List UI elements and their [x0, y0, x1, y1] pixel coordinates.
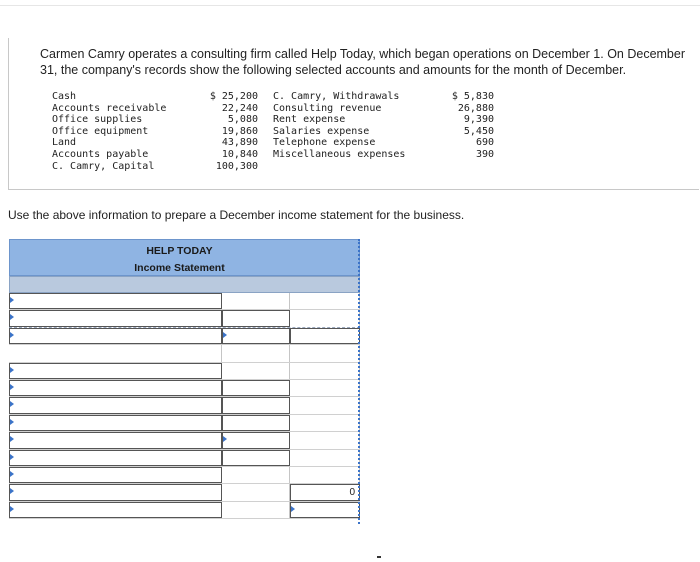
problem-intro: Carmen Camry operates a consulting firm called Help Today, which began operations on December 1. On December 31, the company's records show the following selected accounts and amounts for the month of December. — [40, 47, 685, 77]
account-amount: $ 5,830 — [451, 91, 494, 102]
amount-input[interactable] — [222, 380, 290, 396]
total-cell — [290, 432, 360, 448]
instruction-text: Use the above information to prepare a December income statement for the business. — [8, 208, 465, 222]
total-cell — [290, 363, 360, 379]
account-input[interactable] — [9, 363, 222, 379]
account-name: Consulting revenue — [273, 102, 382, 114]
account-input[interactable] — [9, 293, 222, 309]
account-amount: 5,080 — [227, 114, 258, 126]
table-row — [9, 310, 360, 327]
total-output — [290, 484, 360, 500]
dropdown-marker-icon — [10, 297, 14, 303]
amount-cell — [222, 345, 290, 361]
table-row — [9, 502, 360, 519]
accounts-left-names — [52, 91, 166, 172]
statement-title: Income Statement — [134, 262, 225, 274]
dropdown-marker-icon — [10, 506, 14, 512]
total-cell — [290, 380, 360, 396]
account-name: Cash — [52, 91, 77, 102]
account-input[interactable] — [9, 380, 222, 396]
dropdown-marker-icon — [10, 436, 14, 442]
account-input[interactable] — [9, 484, 222, 500]
account-cell — [9, 345, 222, 361]
total-value: 0 — [349, 487, 355, 499]
account-input[interactable] — [9, 310, 222, 326]
account-amount: 9,390 — [463, 114, 494, 126]
account-amount: 390 — [475, 148, 494, 160]
dropdown-marker-icon — [10, 488, 14, 494]
account-name: Salaries expense — [273, 125, 370, 137]
amount-cell — [222, 502, 290, 518]
dropdown-marker-icon — [10, 471, 14, 477]
table-row — [9, 484, 360, 501]
table-row — [9, 363, 360, 380]
account-name: Telephone expense — [273, 137, 376, 149]
account-name: C. Camry, Capital — [52, 160, 155, 172]
account-input[interactable] — [9, 450, 222, 466]
account-amount: 19,860 — [221, 125, 258, 137]
total-cell — [290, 310, 360, 326]
table-row — [9, 415, 360, 432]
account-input[interactable] — [9, 502, 222, 518]
amount-input[interactable] — [222, 415, 290, 431]
total-input[interactable] — [290, 502, 360, 518]
account-amount: 22,240 — [221, 102, 258, 114]
account-name: Accounts payable — [52, 148, 149, 160]
account-name: C. Camry, Withdrawals — [273, 91, 400, 102]
account-input[interactable] — [9, 397, 222, 413]
account-amount: $ 25,200 — [209, 91, 258, 102]
account-amount: 690 — [475, 137, 494, 149]
account-amount: 5,450 — [463, 125, 494, 137]
page-marker — [377, 556, 381, 558]
company-name: HELP TODAY — [146, 245, 213, 257]
amount-cell — [222, 363, 290, 379]
dropdown-marker-icon — [10, 332, 14, 338]
table-row — [9, 345, 360, 362]
total-cell — [290, 293, 360, 309]
dropdown-marker-icon — [10, 401, 14, 407]
amount-input[interactable] — [222, 450, 290, 466]
amount-input[interactable] — [222, 432, 290, 448]
dropdown-marker-icon — [10, 367, 14, 373]
account-amount: 10,840 — [221, 148, 258, 160]
account-input[interactable] — [9, 467, 222, 483]
table-row — [9, 432, 360, 449]
top-divider — [0, 0, 700, 6]
income-statement-table — [9, 239, 360, 524]
amount-input[interactable] — [222, 328, 290, 344]
dropdown-marker-icon — [223, 436, 227, 442]
amount-cell — [222, 467, 290, 483]
amount-cell — [222, 293, 290, 309]
accounts-right-amounts — [440, 91, 494, 161]
dropdown-marker-icon — [291, 506, 295, 512]
amount-input[interactable] — [222, 397, 290, 413]
account-amount: 26,880 — [457, 102, 494, 114]
dropdown-marker-icon — [10, 314, 14, 320]
account-input[interactable] — [9, 432, 222, 448]
table-row — [9, 450, 360, 467]
account-amount: 100,300 — [215, 160, 258, 172]
account-input[interactable] — [9, 415, 222, 431]
account-input[interactable] — [9, 328, 222, 344]
accounts-right-names — [273, 91, 405, 161]
statement-grid — [9, 293, 360, 519]
amount-cell — [222, 484, 290, 500]
account-name: Office equipment — [52, 125, 149, 137]
table-row — [9, 293, 360, 310]
table-row — [9, 328, 360, 345]
statement-header — [9, 239, 360, 276]
dropdown-marker-icon — [10, 384, 14, 390]
total-cell — [290, 345, 360, 361]
dropdown-marker-icon — [10, 454, 14, 460]
total-input[interactable] — [290, 328, 360, 344]
table-row — [9, 467, 360, 484]
total-cell — [290, 467, 360, 483]
account-name: Accounts receivable — [52, 102, 167, 114]
total-cell — [290, 415, 360, 431]
account-name: Miscellaneous expenses — [273, 148, 406, 160]
account-name: Office supplies — [52, 114, 143, 126]
account-name: Land — [52, 137, 77, 149]
table-row — [9, 397, 360, 414]
table-right-border — [358, 239, 360, 524]
account-amount: 43,890 — [221, 137, 258, 149]
dropdown-marker-icon — [10, 419, 14, 425]
total-cell — [290, 397, 360, 413]
table-row — [9, 380, 360, 397]
amount-input[interactable] — [222, 310, 290, 326]
accounts-left-amounts — [196, 91, 258, 172]
total-cell — [290, 450, 360, 466]
account-name: Rent expense — [273, 114, 346, 126]
dropdown-marker-icon — [223, 332, 227, 338]
statement-date-input[interactable] — [9, 276, 360, 293]
